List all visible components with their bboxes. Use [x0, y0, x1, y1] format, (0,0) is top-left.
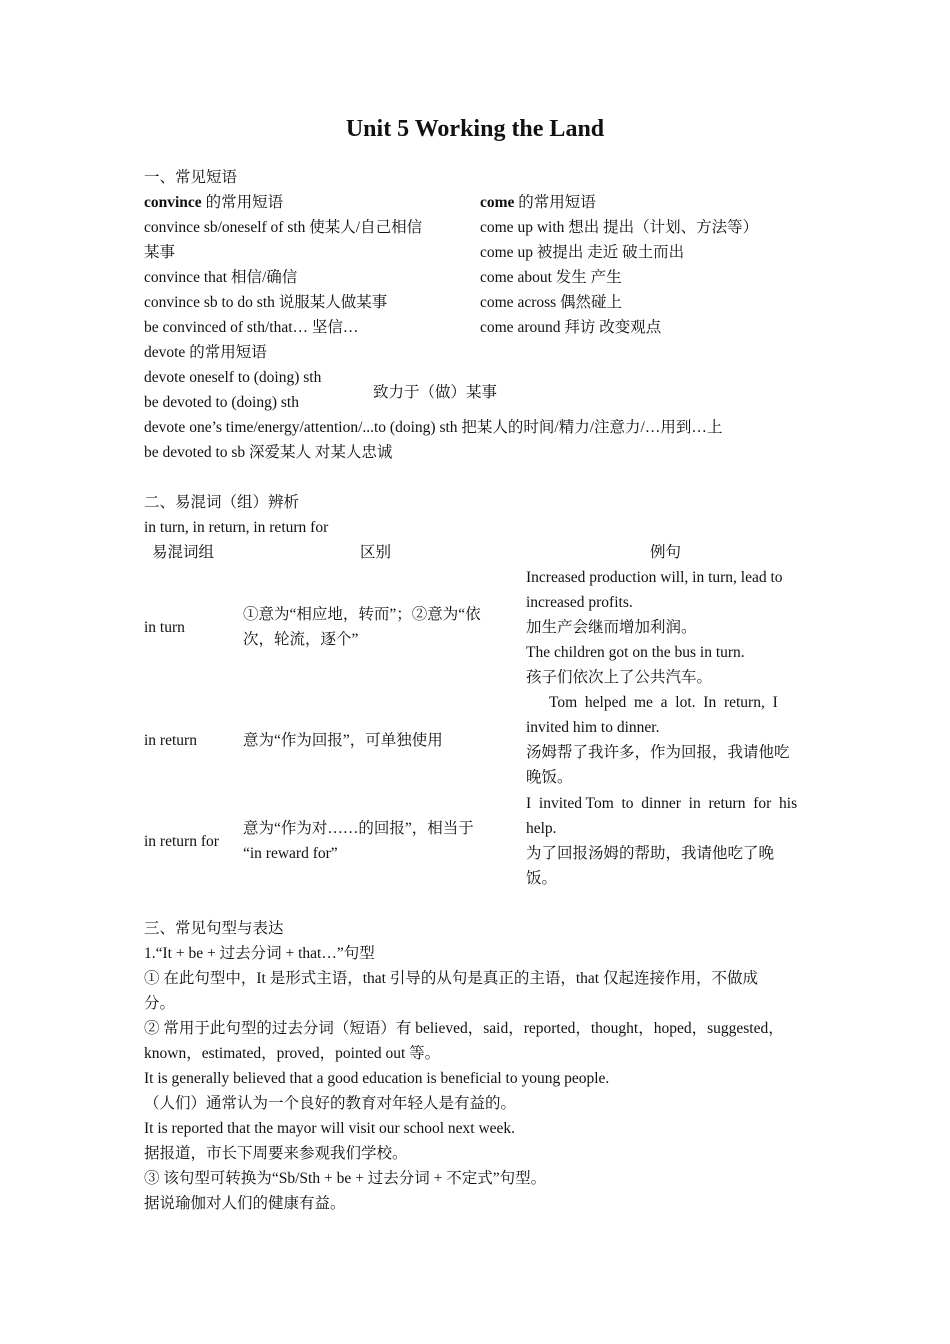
- table-row-example: I invited Tom to dinner in return for his: [526, 795, 798, 812]
- table-row-example: 为了回报汤姆的帮助，我请他吃了晚: [526, 845, 775, 862]
- table-header-term: 易混词组: [152, 544, 215, 561]
- table-row-example: 孩子们依次上了公共汽车。: [526, 669, 713, 686]
- come-heading-rest: 的常用短语: [514, 194, 596, 211]
- table-row-example: The children got on the bus in turn.: [526, 644, 745, 661]
- table-row-example: increased profits.: [526, 594, 633, 611]
- table-row-example: invited him to dinner.: [526, 719, 660, 736]
- section-3-line: ① 在此句型中，It 是形式主语，that 引导的从句是真正的主语，that 仅起连接作用，不做成: [144, 970, 758, 987]
- section-3-line: ③ 该句型可转换为“Sb/Sth + be + 过去分词 + 不定式”句型。: [144, 1170, 547, 1187]
- table-row-difference: 意为“作为对……的回报”，相当于: [243, 820, 474, 837]
- table-row-term: in return for: [144, 833, 219, 850]
- table-row-example: 晚饭。: [526, 769, 573, 786]
- table-row-example: 加生产会继而增加利润。: [526, 619, 697, 636]
- table-row-difference: “in reward for”: [243, 845, 338, 862]
- convince-heading-bold: convince: [144, 194, 202, 211]
- come-heading-bold: come: [480, 194, 515, 211]
- section-3-line: ② 常用于此句型的过去分词（短语）有 believed，said，reported，thought，hoped，suggested，: [144, 1020, 784, 1037]
- table-row-example: 汤姆帮了我许多，作为回报，我请他吃: [526, 744, 790, 761]
- page-title: Unit 5 Working the Land: [345, 116, 605, 142]
- table-row-term: in turn: [144, 619, 185, 636]
- devote-heading: devote 的常用短语: [144, 344, 267, 361]
- convince-heading: [144, 190, 283, 215]
- section-3-line: 1.“It + be + 过去分词 + that…”句型: [144, 945, 375, 962]
- example-translation: 据报道，市长下周要来参观我们学校。: [144, 1145, 408, 1162]
- convince-heading-rest: 的常用短语: [201, 194, 284, 211]
- section-3-heading: 三、常见句型与表达: [144, 920, 284, 937]
- example-translation: （人们）通常认为一个良好的教育对年轻人是有益的。: [144, 1095, 517, 1112]
- devote-meaning: 致力于（做）某事: [373, 384, 498, 401]
- come-phrase: come about 发生 产生: [480, 269, 622, 286]
- devote-phrase: be devoted to (doing) sth: [144, 394, 299, 411]
- convince-phrase: convince sb to do sth 说服某人做某事: [144, 294, 388, 311]
- section-2-heading: 二、易混词（组）辨析: [144, 494, 300, 511]
- table-row-example: 饭。: [526, 870, 558, 887]
- convince-phrase: be convinced of sth/that… 坚信…: [144, 319, 359, 336]
- table-row-example: help.: [526, 820, 557, 837]
- devote-phrase: devote oneself to (doing) sth: [144, 369, 322, 386]
- section-3-line: 分。: [144, 995, 176, 1012]
- table-row-difference: 意为“作为回报”，可单独使用: [243, 732, 443, 749]
- example-sentence: It is generally believed that a good education is beneficial to young people.: [144, 1070, 610, 1087]
- table-header-difference: 区别: [360, 544, 392, 561]
- come-heading: [480, 190, 596, 215]
- come-phrase: come up with 想出 提出（计划、方法等）: [480, 219, 759, 236]
- table-row-example: Tom helped me a lot. In return, I: [526, 694, 778, 711]
- convince-phrase: 某事: [144, 244, 176, 261]
- come-phrase: come around 拜访 改变观点: [480, 319, 662, 336]
- section-1-heading: 一、常见短语: [144, 169, 238, 186]
- come-phrase: come across 偶然碰上: [480, 294, 623, 311]
- table-header-example: 例句: [650, 544, 682, 561]
- devote-phrase-extra: be devoted to sb 深爱某人 对某人忠诚: [144, 444, 393, 461]
- confusable-words-subtitle: in turn, in return, in return for: [144, 519, 329, 536]
- example-sentence: It is reported that the mayor will visit our school next week.: [144, 1120, 516, 1137]
- section-3-line: known，estimated，proved，pointed out 等。: [144, 1045, 441, 1062]
- table-row-difference: ①意为“相应地，转而”；②意为“依: [243, 606, 481, 623]
- table-row-example: Increased production will, in turn, lead to: [526, 569, 783, 586]
- convince-phrase: convince sb/oneself of sth 使某人/自己相信: [144, 219, 423, 236]
- section-3-line: 据说瑜伽对人们的健康有益。: [144, 1195, 346, 1212]
- convince-phrase: convince that 相信/确信: [144, 269, 298, 286]
- table-row-difference: 次，轮流，逐个”: [243, 631, 359, 648]
- devote-phrase-extra: devote one’s time/energy/attention/...to (doing) sth 把某人的时间/精力/注意力/…用到…上: [144, 419, 723, 436]
- come-phrase: come up 被提出 走近 破土而出: [480, 244, 685, 261]
- table-row-term: in return: [144, 732, 197, 749]
